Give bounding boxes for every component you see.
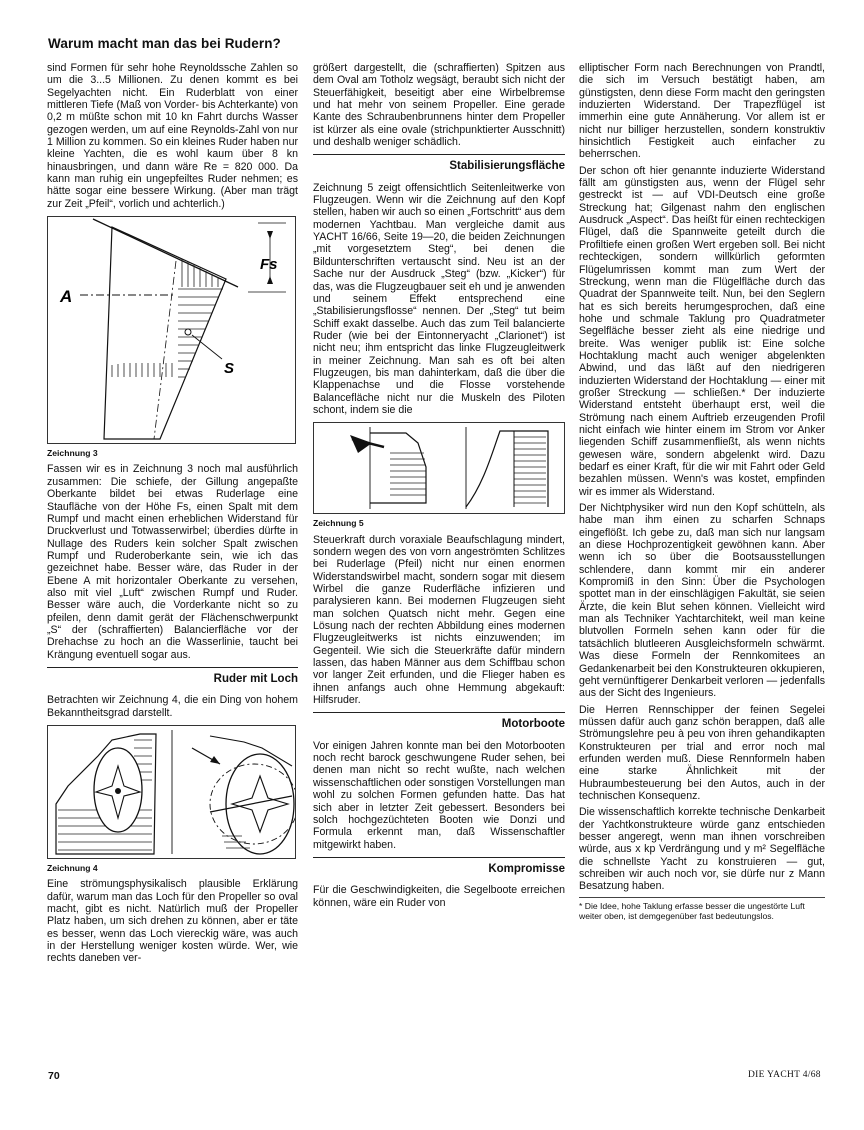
arrow-icon <box>350 435 384 453</box>
centroid-s-marker <box>185 329 191 335</box>
figure-5 <box>313 422 565 514</box>
heading-motorboote: Motorboote <box>313 712 565 734</box>
page-number: 70 <box>48 1070 60 1082</box>
figure-3-caption: Zeichnung 3 <box>47 448 98 459</box>
figure-3-drawing <box>48 217 295 443</box>
heading-stabilisierungsflaeche: Stabilisierungsfläche <box>313 154 565 176</box>
column-3 <box>579 62 825 921</box>
col2-paragraph-4: Vor einigen Jahren konnte man bei den Motorbooten noch recht barock geschwungene Ruder sehen, bei denen man nicht so recht wußte, nach welchen wissenschaftlichen oder sonstigen Vorstellungen man wohl zu solchen Formen gefunden hatte. Das hat sich aber in letzter Zeit gebessert. Besonders bei solch hochgezüchteten Booten wie Donzi und Formula erkennt man, daß Wissenschaftler mitgewirkt haben. <box>313 739 565 851</box>
col1-paragraph-1: sind Formen für sehr hohe Reynoldssche Zahlen so um die 3...5 Millionen. Zu denen kommt es bei Segelyachten nicht. Ein Ruderblatt von einer mittleren Tiefe (Maß von Vorder- bis Achterkante) von 0,2 m müßte schon mit 10 kn Fahrt durchs Wasser gezogen werden, um auf eine Reynolds-Zahl von nur 1 Million zu kommen. So ein kleines Ruder haben nur kleine Yachten, die es wohl kaum über 8 kn hinausbringen, und dann wäre Re = 820 000. Da kann man ruhig ein ungepfeiltes Ruder nehmen; es hätte sogar eine bessere Wirkung. (Aber man trägt zur Zeit „Pfeil“, vorlich und achterlich.) <box>47 62 298 210</box>
left-fin-hatch <box>390 453 426 495</box>
column-2 <box>313 62 565 913</box>
col1-paragraph-2: Fassen wir es in Zeichnung 3 noch mal ausführlich zusammen: Die schiefe, der Gillung angepaßte Oberkante bildet bei etwas Ruderlage eine Staufläche von der Höhe Fs, einen Spalt mit dem Rumpf und macht einen erheblichen Widerstand für Druckverlust und Totwasserwirbel; überdies dürfte in Nullage des Ruders kein solcher Spalt zwischen Rumpf und Ruderoberkante sein, wie ich das gezeichnet habe. Besser wäre, das Ruder in der Ebene A mit horizontaler Oberkante zu versehen, also mit viel „Luft“ zwischen Rumpf und Ruder. Besser wäre auch, die Vorderkante nicht so zu pfeilen, denn damit gerät der Flächenschwerpunkt „S“ der (schraffierten) Balancierfläche vor der Drehachse zu hoch an die Wasserlinie, taucht bei Krängung eventuell sogar aus. <box>47 463 298 661</box>
column-1 <box>47 62 298 969</box>
col3-paragraph-5: Die wissenschaftlich korrekte technische Denkarbeit der Yachtkonstrukteure würde ganz entschieden besser angeregt, wenn man ihnen vorschreiben würde, aus x kp Verdrängung und y m² Segelfläche die schnellste Yacht zu konstruieren — gut, schreiben wir auch noch vor, sie dürfe nur z Mann Besatzung haben. <box>579 806 825 893</box>
figure-4-drawing <box>48 726 295 858</box>
rudder-axis <box>154 261 176 439</box>
figure-4 <box>47 725 296 859</box>
rudder-outline <box>104 227 226 439</box>
col1-paragraph-3: Betrachten wir Zeichnung 4, die ein Ding von hohem Bekanntheitsgrad darstellt. <box>47 694 298 719</box>
col2-paragraph-5: Für die Geschwindigkeiten, die Segelboote erreichen können, wäre ein Ruder von <box>313 884 565 909</box>
fig3-label-fs: Fs <box>260 256 278 274</box>
hull-line <box>93 219 238 287</box>
figure-3 <box>47 216 296 444</box>
col1-paragraph-4: Eine strömungsphysikalisch plausible Erklärung dafür, warum man das Loch für den Propeller so oval macht, gibt es nicht. Natürlich muß der Propeller Platz haben, um sich drehen zu können, aber er täte es besser, wenn das Loch viereckig wäre, was auch in der Herstellung weniger kosten würde. Wer, wie rechts daneben ver- <box>47 878 298 965</box>
figure-4-caption: Zeichnung 4 <box>47 863 98 873</box>
right-fin-outline <box>466 431 548 507</box>
figure-5-drawing <box>314 423 564 513</box>
col3-paragraph-3: Der Nichtphysiker wird nun den Kopf schütteln, als habe man ihm einen zu scharfen Schnaps eingeflößt. Ich gebe zu, daß man sich nur langsam an diese Hochprozentigkeit gewöhnen kann. Aber wenn ich so über die Bootsausstellungen schlendere, dann kommt mir ein anderer Kompromiß in den Sinn: Über die Psychologen spottet man in der einschlägigen Fakultät, sie seien Ärzte, die kein Blut sehen können. Vielleicht wird man als Techniker Yachtarchitekt, weil man keine blutvollen Formeln sehen kann oder für die tatsächlich blutleeren Ausgleichsformeln schwärmt. Was diese Formeln der Rennkomitees an Gedankenarbeit bei den Konstrukteuren okkupieren, geht vernünftigerer Denkarbeit verloren — jedenfalls aus der Sicht des Ingenieurs. <box>579 502 825 700</box>
page-title: Warum macht man das bei Rudern? <box>48 36 281 51</box>
heading-kompromisse: Kompromisse <box>313 857 565 879</box>
s-pointer <box>192 335 222 359</box>
col2-paragraph-1: größert dargestellt, die (schraffierten) Spitzen aus dem Oval am Totholz wegsägt, beraubt sich nicht der Steuerfähigkeit, beseitigt aber eine Wirbelbremse und hat mehr von seinem Propeller. Eine gerade Kante des Schraubenbrunnens hinter dem Propeller ist kürzer als eine ovale (strichpunktierter Ausschnitt) und deshalb weniger schädlich. <box>313 62 565 149</box>
arrow-icon <box>192 748 220 764</box>
footnote: * Die Idee, hohe Taklung erfasse besser die ungestörte Luft weiter oben, ist demgegenüber fast bedeutungslos. <box>579 897 825 921</box>
heading-ruder-mit-loch: Ruder mit Loch <box>47 667 298 689</box>
col2-paragraph-3: Steuerkraft durch voraxiale Beaufschlagung mindert, sondern wegen des von vorn angeströmten Schlitzes bei Ruderlage (Pfeil) nicht nur einen enormen Widerstandswirbel macht, sondern sogar mit diesem Wirbel die ganze Ruderfläche infizieren und paralysieren kann. Bei modernen Flugzeugen sieht man solchen Quatsch nicht mehr. Gegen eine Lösung nach der rechten Abbildung eines modernen Flugzeugleitwerks ist nichts einzuwenden; im Gegenteil. Wie sich die Steuerkräfte dafür mindern lassen, das haben Männer aus dem Schiffbau schon vor langer Zeit erfunden, und die Flieger haben es ihnen anfangs auch ohne Hemmung abgekauft: Hilfsruder. <box>313 533 565 707</box>
figure-5-caption: Zeichnung 5 <box>313 518 364 529</box>
fig3-label-s: S <box>224 360 235 378</box>
col3-paragraph-2: Der schon oft hier genannte induzierte Widerstand fällt am günstigsten aus, wenn der Flügel sehr gestreckt ist — auf VDI-Deutsch eine große Streckung hat; Gilgenast nahm den englischen Ausdruck „Aspect“. Das heißt für einen rechteckigen Flügel, daß die Spannweite geteilt durch die Profiltiefe einen großen Wert ergeben soll. Bei nicht rechteckigen, sondern willkürlich geformten Flügelumrissen kommt man zum Wert der Streckung, wenn man die Flügelfläche durch das Quadrat der Spannweite teilt. Nun, bei den Seglern hat es sich bereits herumgesprochen, daß eine hohe und schmale Taklung pro Quadratmeter Segelfläche besser zieht als eine niedrige und breite. Was weniger publik ist: Eine solche Hochtaklung macht auch weniger abgelenkten Abwind, und das läßt auf den niedrigeren induzierten Widerstand der Hochtaklung — einer mit großer Streckung — schließen.* Der induzierte Widerstand entsteht überhaupt erst, weil die Strömung nach einem Auftrieb erzeugenden Profil nicht einfach wie hinter einem im Strom vor Anker liegenden Schiff zusammenfließt, als wenn nichts gewesen wäre, sondern abgelenkt wird. Dazu bedarf es einer Kraft, für die wir mit Fahrt oder Geld bezahlen müssen. Wenn's was kostet, empfinden wir es immer als Widerstand. <box>579 164 825 498</box>
right-fin-hatch <box>514 437 546 503</box>
rudder-waterline-hatch <box>112 363 172 377</box>
col3-paragraph-4: Die Herren Rennschipper der feinen Segelei müssen dafür auch ganz schön berappen, daß alle Strömungslehre peu à peu von ihren gehandikapten Konstrukteuren per trial and error noch mal erfunden werden muß. Diese Rennformeln haben eine starke Ähnlichkeit mit der Hubraumbesteuerung bei den Autos, auch in der technischen Konsequenz. <box>579 703 825 802</box>
col2-paragraph-2: Zeichnung 5 zeigt offensichtlich Seitenleitwerke von Flugzeugen. Wenn wir die Zeichnung auf den Kopf stellen, haben wir auch so einen „Fortschritt“ aus dem modernen Yachtbau. Man vergleiche damit aus YACHT 16/66, Seite 19—20, die beiden Zeichnungen „mit vorgesetztem Steg“, bei denen die Bildunterschriften vertauscht sind. Neu ist an der Sache nur der Ausdruck „Steg“ (bzw. „Kicker“) für das, was die Flugzeugbauer seit eh und je anwenden und seinem Effekt entsprechend eine „Stabilisierungsflosse“ nennen. Der „Steg“ tut beim Schiff exakt dasselbe. Auch das zum Teil balancierte Ruder (wie bei der Eintonneryacht „Clarionet“) ist nicht neu; ihm entspricht das linke Flugzeugleitwerk in meiner Zeichnung. Man sah es oft bei alten Flugzeugen, bis man dahinterkam, daß die über die Klappenachse und die Flosse vorstehende Balancefläche nicht nur die Muskeln des Piloten schont, indem sie die <box>313 181 566 416</box>
fig3-label-a: A <box>60 287 73 307</box>
magazine-issue: DIE YACHT 4/68 <box>748 1070 821 1080</box>
left-fin-outline <box>370 433 426 503</box>
col3-paragraph-1: elliptischer Form nach Berechnungen von Prandtl, die sich im Versuch bestätigt haben, am günstigsten, denn diese Form macht den geringsten induzierten Widerstand. Der Trapezflügel ist immerhin eine gute Annäherung. Vor allem ist er nicht nur billiger herzustellen, sondern konstruktiv hinsichtlich Festigkeit auch einfacher zu beherrschen. <box>579 62 825 161</box>
